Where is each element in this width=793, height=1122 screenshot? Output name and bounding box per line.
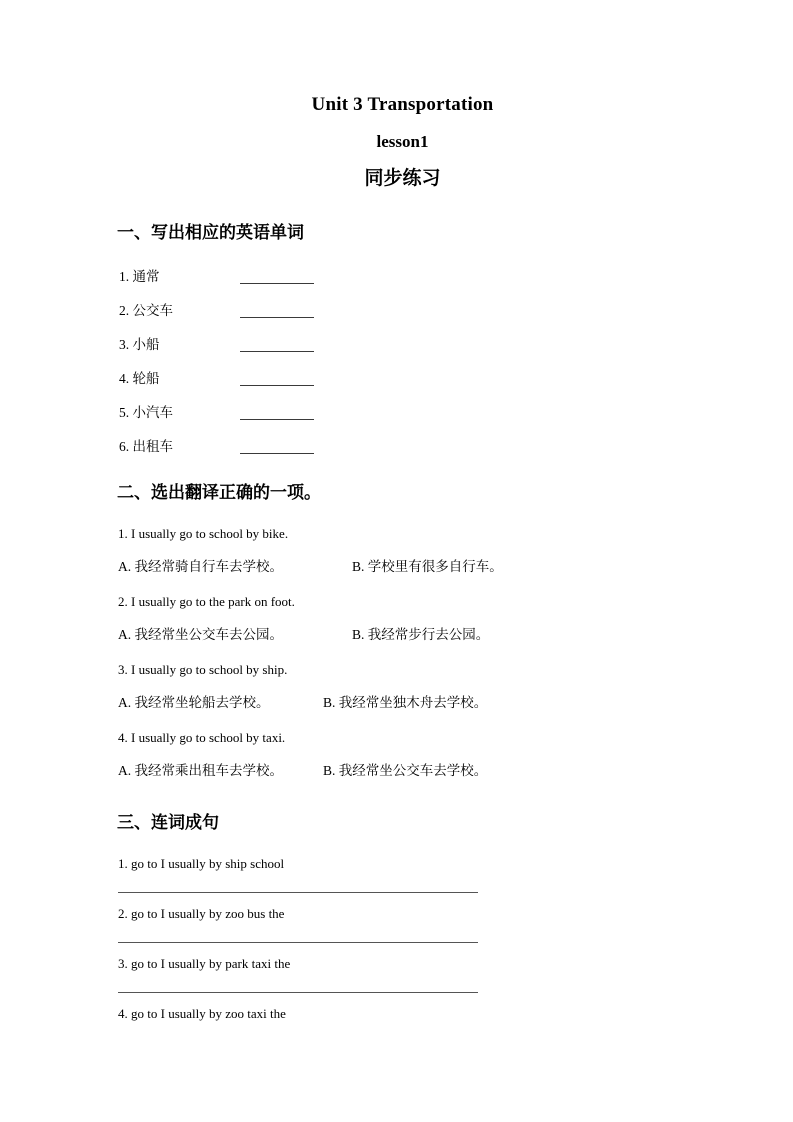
option-b[interactable]: B. 我经常坐公交车去学校。 bbox=[323, 763, 488, 778]
answer-blank[interactable] bbox=[240, 419, 314, 420]
section-3-heading: 三、连词成句 bbox=[117, 813, 219, 833]
question-prompt: 4. I usually go to school by taxi. bbox=[118, 730, 286, 745]
answer-rule[interactable] bbox=[118, 942, 478, 943]
option-b[interactable]: B. 我经常步行去公园。 bbox=[352, 627, 490, 642]
option-row bbox=[118, 761, 638, 783]
answer-blank[interactable] bbox=[240, 385, 314, 386]
option-b[interactable]: B. 我经常坐独木舟去学校。 bbox=[323, 695, 488, 710]
list-item: 3. go to I usually by park taxi the bbox=[118, 956, 291, 971]
question-prompt: 2. I usually go to the park on foot. bbox=[118, 594, 295, 609]
answer-rule[interactable] bbox=[118, 992, 478, 993]
question-block bbox=[118, 728, 638, 783]
option-a[interactable]: A. 我经常坐轮船去学校。 bbox=[118, 695, 270, 710]
section-1-heading: 一、写出相应的英语单词 bbox=[117, 223, 304, 243]
list-item bbox=[119, 336, 539, 370]
list-item bbox=[119, 268, 539, 302]
worksheet-heading: 同步练习 bbox=[364, 167, 441, 189]
answer-blank[interactable] bbox=[240, 351, 314, 352]
question-block bbox=[118, 524, 638, 579]
list-item: 1. go to I usually by ship school bbox=[118, 856, 285, 871]
option-row bbox=[118, 693, 638, 715]
word-label: 6. 出租车 bbox=[119, 439, 173, 454]
option-row bbox=[118, 557, 638, 579]
question-block bbox=[118, 660, 638, 715]
section-3-sentence-list bbox=[118, 854, 548, 1023]
word-label: 3. 小船 bbox=[119, 337, 160, 352]
option-a[interactable]: A. 我经常骑自行车去学校。 bbox=[118, 559, 283, 574]
list-item bbox=[119, 404, 539, 438]
option-b[interactable]: B. 学校里有很多自行车。 bbox=[352, 559, 503, 574]
option-a[interactable]: A. 我经常乘出租车去学校。 bbox=[118, 763, 283, 778]
word-label: 1. 通常 bbox=[119, 269, 160, 284]
section-2-heading: 二、选出翻译正确的一项。 bbox=[117, 483, 321, 503]
question-prompt: 1. I usually go to school by bike. bbox=[118, 526, 289, 541]
section-1-word-list bbox=[119, 268, 539, 472]
list-item bbox=[119, 302, 539, 336]
word-label: 2. 公交车 bbox=[119, 303, 173, 318]
question-prompt: 3. I usually go to school by ship. bbox=[118, 662, 288, 677]
option-row bbox=[118, 625, 638, 647]
answer-blank[interactable] bbox=[240, 453, 314, 454]
answer-blank[interactable] bbox=[240, 317, 314, 318]
list-item: 4. go to I usually by zoo taxi the bbox=[118, 1006, 286, 1021]
word-label: 5. 小汽车 bbox=[119, 405, 173, 420]
question-block bbox=[118, 592, 638, 647]
list-item bbox=[119, 370, 539, 404]
answer-blank[interactable] bbox=[240, 283, 314, 284]
page-title: Unit 3 Transportation bbox=[311, 94, 494, 115]
lesson-subtitle: lesson1 bbox=[376, 132, 429, 151]
option-a[interactable]: A. 我经常坐公交车去公园。 bbox=[118, 627, 283, 642]
word-label: 4. 轮船 bbox=[119, 371, 160, 386]
list-item bbox=[119, 438, 539, 472]
section-2-question-list bbox=[118, 524, 638, 796]
list-item: 2. go to I usually by zoo bus the bbox=[118, 906, 285, 921]
document-title-block bbox=[0, 92, 793, 191]
answer-rule[interactable] bbox=[118, 892, 478, 893]
